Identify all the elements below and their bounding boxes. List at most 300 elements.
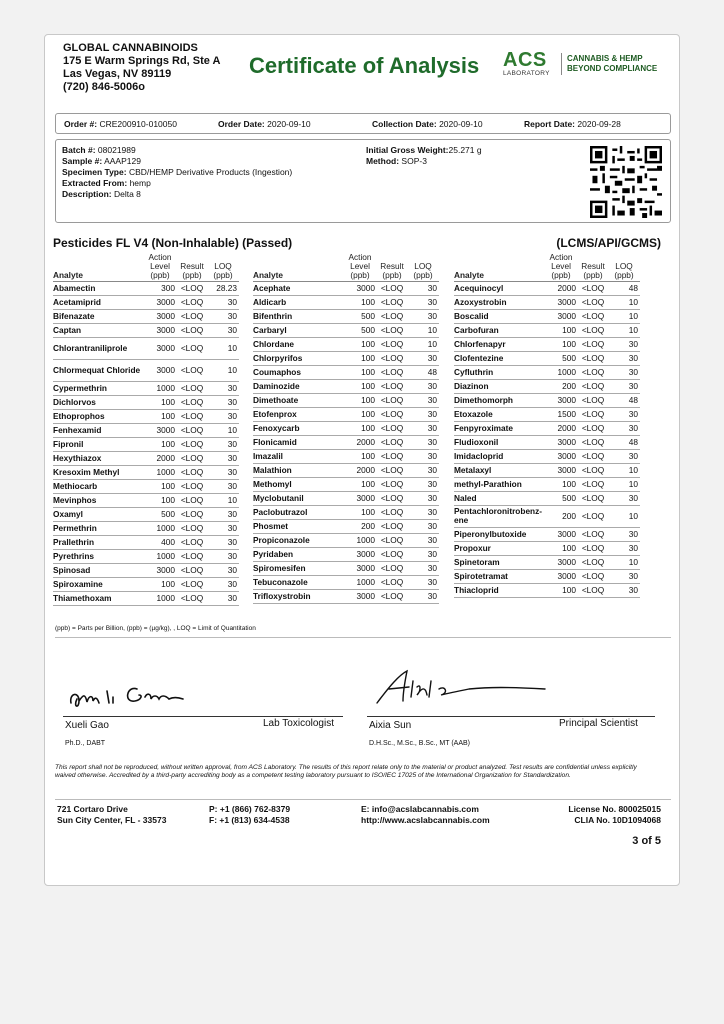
loq-cell: 10 [209, 359, 239, 381]
loq-cell: 10 [209, 337, 239, 359]
sample-number: Sample #: AAAP129 [62, 156, 141, 166]
signer-2-title: Principal Scientist [559, 718, 638, 729]
table-row [253, 547, 439, 561]
pesticide-table-2 [253, 251, 439, 604]
sample-info-box [55, 139, 671, 223]
loq-cell: 30 [610, 449, 640, 463]
table-row [454, 421, 640, 435]
analyte-cell: Permethrin [53, 521, 145, 535]
result-cell: <LOQ [177, 479, 209, 493]
result-cell: <LOQ [377, 519, 409, 533]
result-cell: <LOQ [377, 435, 409, 449]
loq-cell: 30 [409, 295, 439, 309]
analyte-cell: Myclobutanil [253, 491, 345, 505]
analyte-cell: Dimethoate [253, 393, 345, 407]
analyte-cell: Fenoxycarb [253, 421, 345, 435]
loq-cell: 30 [209, 409, 239, 423]
column-header-action-level: Action Level (ppb) [546, 251, 578, 281]
table-row [454, 569, 640, 583]
footer-city: Sun City Center, FL - 33573 [57, 815, 167, 825]
analyte-cell: Carbaryl [253, 323, 345, 337]
loq-cell: 30 [409, 435, 439, 449]
loq-cell: 30 [209, 465, 239, 479]
signature-line-1 [63, 716, 343, 717]
result-cell: <LOQ [578, 477, 610, 491]
result-cell: <LOQ [578, 393, 610, 407]
loq-cell: 30 [409, 533, 439, 547]
action-level-cell: 100 [345, 421, 377, 435]
batch-number: Batch #: 08021989 [62, 145, 136, 155]
result-cell: <LOQ [177, 281, 209, 295]
action-level-cell: 100 [345, 379, 377, 393]
analyte-cell: Cypermethrin [53, 381, 145, 395]
loq-cell: 30 [209, 577, 239, 591]
result-cell: <LOQ [377, 575, 409, 589]
pesticide-table-1 [53, 251, 239, 606]
loq-cell: 30 [409, 393, 439, 407]
table-row [253, 379, 439, 393]
loq-cell: 48 [610, 435, 640, 449]
action-level-cell: 3000 [145, 309, 177, 323]
analyte-cell: Boscalid [454, 309, 546, 323]
action-level-cell: 3000 [345, 547, 377, 561]
signer-2-name: Aixia Sun [369, 720, 412, 731]
analyte-cell: Propoxur [454, 541, 546, 555]
loq-cell: 30 [209, 309, 239, 323]
action-level-cell: 500 [345, 323, 377, 337]
analyte-cell: methyl-Parathion [454, 477, 546, 491]
analyte-cell: Flonicamid [253, 435, 345, 449]
table-row [253, 421, 439, 435]
result-cell: <LOQ [578, 491, 610, 505]
result-cell: <LOQ [177, 337, 209, 359]
analyte-cell: Clofentezine [454, 351, 546, 365]
footer-address [57, 804, 166, 826]
table-row [53, 323, 239, 337]
result-cell: <LOQ [578, 449, 610, 463]
loq-cell: 30 [610, 583, 640, 597]
footer-email[interactable]: E: info@acslabcannabis.com [361, 804, 479, 814]
qr-code-icon[interactable] [590, 146, 662, 218]
loq-cell: 10 [409, 337, 439, 351]
loq-cell: 10 [610, 295, 640, 309]
table-row [454, 365, 640, 379]
loq-cell: 30 [610, 421, 640, 435]
analyte-cell: Acephate [253, 281, 345, 295]
table-row [53, 395, 239, 409]
action-level-cell: 100 [345, 351, 377, 365]
action-level-cell: 3000 [145, 359, 177, 381]
analyte-cell: Metalaxyl [454, 463, 546, 477]
pesticide-table-3 [454, 251, 640, 598]
result-cell: <LOQ [377, 379, 409, 393]
signer-1-name: Xueli Gao [65, 720, 109, 731]
analyte-cell: Mevinphos [53, 493, 145, 507]
table-row [53, 409, 239, 423]
analyte-cell: Ethoprophos [53, 409, 145, 423]
loq-cell: 30 [409, 491, 439, 505]
footer-clia: CLIA No. 10D1094068 [574, 815, 661, 825]
analyte-cell: Diazinon [454, 379, 546, 393]
footer-phones [209, 804, 290, 826]
table-row [253, 533, 439, 547]
analyte-cell: Methiocarb [53, 479, 145, 493]
table-row [454, 281, 640, 295]
footer-website[interactable]: http://www.acslabcannabis.com [361, 815, 490, 825]
table-row [53, 295, 239, 309]
analyte-cell: Dichlorvos [53, 395, 145, 409]
result-cell: <LOQ [377, 281, 409, 295]
signer-1-title: Lab Toxicologist [263, 718, 334, 729]
table-row [253, 561, 439, 575]
result-cell: <LOQ [177, 295, 209, 309]
loq-cell: 48 [610, 281, 640, 295]
analyte-cell: Etofenprox [253, 407, 345, 421]
result-cell: <LOQ [578, 569, 610, 583]
action-level-cell: 100 [345, 407, 377, 421]
table-row [53, 359, 239, 381]
action-level-cell: 2000 [145, 451, 177, 465]
analyte-cell: Piperonylbutoxide [454, 527, 546, 541]
table-row [454, 463, 640, 477]
table-row [454, 323, 640, 337]
result-cell: <LOQ [578, 295, 610, 309]
table-row [53, 535, 239, 549]
action-level-cell: 100 [145, 493, 177, 507]
action-level-cell: 2000 [345, 435, 377, 449]
result-cell: <LOQ [377, 323, 409, 337]
loq-cell: 30 [610, 541, 640, 555]
table-row [253, 519, 439, 533]
analyte-cell: Captan [53, 323, 145, 337]
loq-cell: 30 [209, 507, 239, 521]
column-header-action-level: Action Level (ppb) [345, 251, 377, 281]
action-level-cell: 100 [546, 337, 578, 351]
client-phone: (720) 846-5006o [63, 81, 145, 93]
analyte-cell: Thiacloprid [454, 583, 546, 597]
loq-cell: 30 [409, 477, 439, 491]
result-cell: <LOQ [578, 541, 610, 555]
loq-cell: 30 [409, 505, 439, 519]
action-level-cell: 3000 [546, 435, 578, 449]
column-header-analyte: Analyte [454, 251, 546, 281]
loq-cell: 10 [610, 505, 640, 527]
table-row [454, 555, 640, 569]
action-level-cell: 3000 [546, 295, 578, 309]
action-level-cell: 500 [345, 309, 377, 323]
table-row [253, 575, 439, 589]
analyte-cell: Fipronil [53, 437, 145, 451]
order-date: Order Date: 2020-09-10 [218, 119, 311, 129]
loq-cell: 48 [409, 365, 439, 379]
analyte-cell: Tebuconazole [253, 575, 345, 589]
table-row [253, 435, 439, 449]
result-cell: <LOQ [377, 547, 409, 561]
analyte-cell: Spiromesifen [253, 561, 345, 575]
loq-cell: 30 [209, 451, 239, 465]
section-title: Pesticides FL V4 (Non-Inhalable) (Passed) [53, 236, 293, 250]
action-level-cell: 100 [145, 577, 177, 591]
action-level-cell: 3000 [145, 295, 177, 309]
action-level-cell: 100 [145, 395, 177, 409]
analyte-cell: Chlordane [253, 337, 345, 351]
action-level-cell: 1000 [145, 381, 177, 395]
action-level-cell: 500 [546, 351, 578, 365]
table-row [454, 393, 640, 407]
table-row [53, 451, 239, 465]
loq-cell: 30 [409, 561, 439, 575]
action-level-cell: 100 [345, 477, 377, 491]
column-header-analyte: Analyte [253, 251, 345, 281]
analyte-cell: Methomyl [253, 477, 345, 491]
logo-main-text: ACS [503, 49, 547, 71]
table-row [454, 351, 640, 365]
footer-licenses [568, 804, 661, 826]
loq-cell: 30 [409, 463, 439, 477]
action-level-cell: 3000 [546, 449, 578, 463]
action-level-cell: 100 [345, 295, 377, 309]
loq-cell: 30 [610, 491, 640, 505]
loq-cell: 30 [610, 351, 640, 365]
logo-tagline-2: BEYOND COMPLIANCE [567, 64, 658, 73]
analyte-cell: Spiroxamine [53, 577, 145, 591]
action-level-cell: 3000 [345, 589, 377, 603]
action-level-cell: 200 [546, 505, 578, 527]
footer-fax: F: +1 (813) 634-4538 [209, 815, 290, 825]
analyte-cell: Thiamethoxam [53, 591, 145, 605]
action-level-cell: 1500 [546, 407, 578, 421]
action-level-cell: 3000 [145, 563, 177, 577]
specimen-type: Specimen Type: CBD/HEMP Derivative Products (Ingestion) [62, 167, 293, 177]
analyte-cell: Hexythiazox [53, 451, 145, 465]
analyte-cell: Imazalil [253, 449, 345, 463]
table-row [253, 281, 439, 295]
method: Method: SOP-3 [366, 156, 427, 166]
action-level-cell: 2000 [546, 281, 578, 295]
result-cell: <LOQ [177, 395, 209, 409]
action-level-cell: 400 [145, 535, 177, 549]
result-cell: <LOQ [377, 491, 409, 505]
analyte-cell: Pyridaben [253, 547, 345, 561]
collection-date: Collection Date: 2020-09-10 [372, 119, 483, 129]
table-row [53, 577, 239, 591]
analyte-cell: Aldicarb [253, 295, 345, 309]
analyte-cell: Prallethrin [53, 535, 145, 549]
analyte-cell: Acequinocyl [454, 281, 546, 295]
result-cell: <LOQ [578, 365, 610, 379]
table-row [253, 351, 439, 365]
loq-cell: 30 [209, 323, 239, 337]
analyte-cell: Acetamiprid [53, 295, 145, 309]
result-cell: <LOQ [578, 281, 610, 295]
result-cell: <LOQ [177, 493, 209, 507]
result-cell: <LOQ [177, 309, 209, 323]
table-row [53, 309, 239, 323]
table-row [253, 477, 439, 491]
table-row [253, 365, 439, 379]
result-cell: <LOQ [377, 533, 409, 547]
table-row [454, 379, 640, 393]
action-level-cell: 3000 [145, 323, 177, 337]
analyte-cell: Pentachloronitrobenz-ene [454, 505, 546, 527]
loq-cell: 30 [209, 295, 239, 309]
analyte-cell: Bifenthrin [253, 309, 345, 323]
action-level-cell: 100 [546, 477, 578, 491]
action-level-cell: 100 [145, 409, 177, 423]
analyte-cell: Bifenazate [53, 309, 145, 323]
result-cell: <LOQ [377, 365, 409, 379]
loq-cell: 10 [209, 493, 239, 507]
result-cell: <LOQ [177, 323, 209, 337]
analyte-cell: Malathion [253, 463, 345, 477]
action-level-cell: 1000 [145, 591, 177, 605]
table-row [53, 423, 239, 437]
action-level-cell: 2000 [345, 463, 377, 477]
loq-cell: 10 [409, 323, 439, 337]
result-cell: <LOQ [177, 451, 209, 465]
loq-cell: 10 [610, 477, 640, 491]
disclaimer: This report shall not be reproduced, without written approval, from ACS Laboratory. The results of this report relate only to the material or product analyzed. Test results are confidential unless explicitly waived otherwise. Accredited by a third-party accrediting body as a competent testing laboratory pursuant to ISO/IEC 17025 of the International Organization for Standardization. [55, 764, 637, 779]
analyte-cell: Spinetoram [454, 555, 546, 569]
table-row [53, 493, 239, 507]
action-level-cell: 500 [145, 507, 177, 521]
result-cell: <LOQ [578, 583, 610, 597]
table-row [253, 505, 439, 519]
action-level-cell: 100 [345, 337, 377, 351]
analyte-cell: Kresoxim Methyl [53, 465, 145, 479]
action-level-cell: 100 [546, 323, 578, 337]
analyte-cell: Paclobutrazol [253, 505, 345, 519]
analyte-cell: Naled [454, 491, 546, 505]
analyte-cell: Fludioxonil [454, 435, 546, 449]
table-row [253, 407, 439, 421]
result-cell: <LOQ [177, 437, 209, 451]
table-row [53, 563, 239, 577]
result-cell: <LOQ [578, 379, 610, 393]
result-cell: <LOQ [177, 549, 209, 563]
analyte-cell: Pyrethrins [53, 549, 145, 563]
logo-divider [561, 53, 562, 75]
result-cell: <LOQ [377, 505, 409, 519]
action-level-cell: 1000 [546, 365, 578, 379]
loq-cell: 30 [209, 591, 239, 605]
table-row [253, 323, 439, 337]
loq-cell: 30 [610, 569, 640, 583]
action-level-cell: 3000 [145, 337, 177, 359]
result-cell: <LOQ [578, 527, 610, 541]
action-level-cell: 3000 [546, 309, 578, 323]
initial-gross-weight: Initial Gross Weight:25.271 g [366, 145, 482, 155]
table-row [454, 435, 640, 449]
table-row [53, 337, 239, 359]
result-cell: <LOQ [578, 323, 610, 337]
table-row [454, 527, 640, 541]
result-cell: <LOQ [377, 561, 409, 575]
loq-cell: 30 [409, 309, 439, 323]
loq-cell: 10 [610, 323, 640, 337]
result-cell: <LOQ [177, 535, 209, 549]
analyte-cell: Spinosad [53, 563, 145, 577]
action-level-cell: 2000 [546, 421, 578, 435]
table-row [454, 337, 640, 351]
result-cell: <LOQ [177, 507, 209, 521]
result-cell: <LOQ [177, 577, 209, 591]
action-level-cell: 3000 [546, 569, 578, 583]
report-date: Report Date: 2020-09-28 [524, 119, 621, 129]
loq-cell: 10 [209, 423, 239, 437]
table-row [454, 491, 640, 505]
analyte-cell: Trifloxystrobin [253, 589, 345, 603]
loq-cell: 30 [209, 395, 239, 409]
logo-tagline-1: CANNABIS & HEMP [567, 54, 643, 63]
result-cell: <LOQ [578, 555, 610, 569]
result-cell: <LOQ [177, 465, 209, 479]
table-row [253, 463, 439, 477]
analyte-cell: Azoxystrobin [454, 295, 546, 309]
action-level-cell: 100 [345, 449, 377, 463]
analyte-cell: Oxamyl [53, 507, 145, 521]
result-cell: <LOQ [377, 463, 409, 477]
column-header-result: Result (ppb) [578, 251, 610, 281]
certificate-page [44, 34, 680, 886]
loq-cell: 30 [409, 379, 439, 393]
loq-cell: 30 [610, 379, 640, 393]
column-header-result: Result (ppb) [377, 251, 409, 281]
loq-cell: 30 [610, 407, 640, 421]
table-row [454, 407, 640, 421]
action-level-cell: 100 [145, 437, 177, 451]
column-header-action-level: Action Level (ppb) [145, 251, 177, 281]
action-level-cell: 200 [345, 519, 377, 533]
table-row [53, 281, 239, 295]
acs-logo [503, 49, 673, 79]
table-row [253, 589, 439, 603]
result-cell: <LOQ [377, 477, 409, 491]
result-cell: <LOQ [578, 407, 610, 421]
loq-cell: 30 [209, 437, 239, 451]
signature-aixia-sun [369, 667, 559, 707]
action-level-cell: 100 [345, 505, 377, 519]
loq-cell: 30 [209, 381, 239, 395]
action-level-cell: 100 [546, 541, 578, 555]
loq-cell: 30 [409, 519, 439, 533]
loq-cell: 48 [610, 393, 640, 407]
action-level-cell: 1000 [345, 575, 377, 589]
loq-cell: 30 [409, 547, 439, 561]
action-level-cell: 100 [546, 583, 578, 597]
analyte-cell: Coumaphos [253, 365, 345, 379]
action-level-cell: 1000 [145, 465, 177, 479]
analyte-cell: Spirotetramat [454, 569, 546, 583]
loq-cell: 30 [610, 365, 640, 379]
analyte-cell: Chlorpyrifos [253, 351, 345, 365]
action-level-cell: 3000 [546, 463, 578, 477]
loq-cell: 10 [610, 309, 640, 323]
footnote-divider [55, 637, 671, 638]
signature-xueli-gao [65, 675, 215, 715]
action-level-cell: 500 [546, 491, 578, 505]
loq-cell: 30 [209, 549, 239, 563]
action-level-cell: 3000 [345, 491, 377, 505]
analyte-cell: Fenpyroximate [454, 421, 546, 435]
result-cell: <LOQ [377, 449, 409, 463]
analyte-cell: Phosmet [253, 519, 345, 533]
result-cell: <LOQ [377, 393, 409, 407]
result-cell: <LOQ [177, 521, 209, 535]
result-cell: <LOQ [377, 351, 409, 365]
result-cell: <LOQ [177, 423, 209, 437]
analyte-cell: Carbofuran [454, 323, 546, 337]
